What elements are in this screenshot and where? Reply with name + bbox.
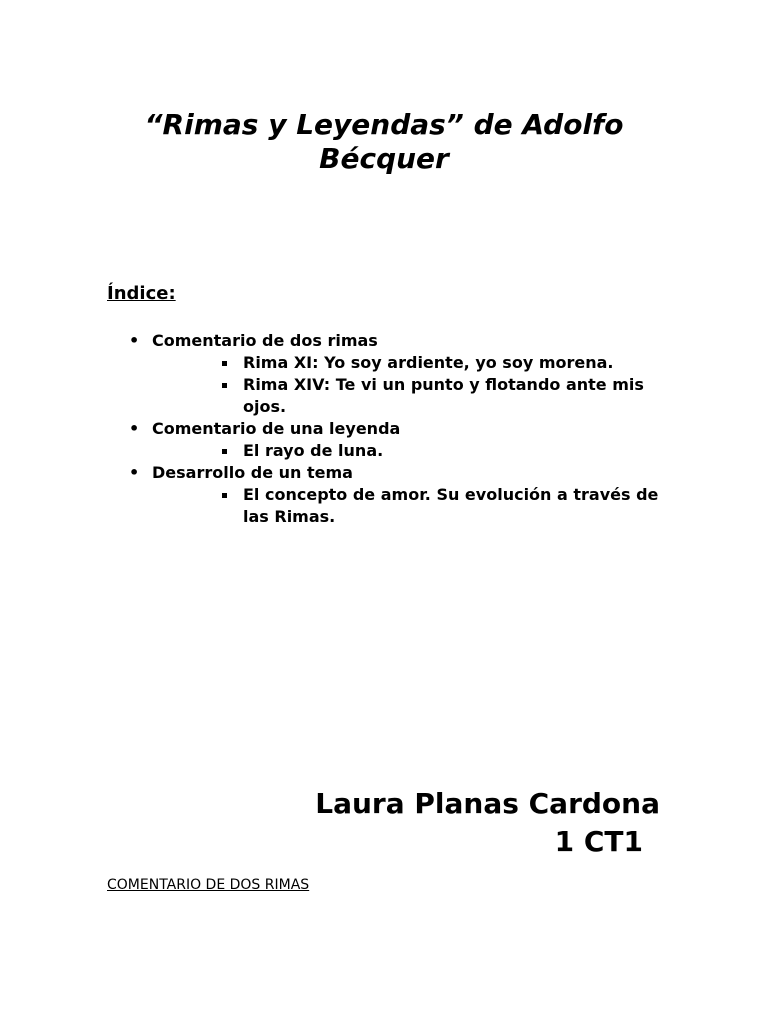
toc-subitem-rima-xiv: [0, 374, 663, 418]
toc-subitem-label: Rima XI: Yo soy ardiente, yo soy morena.: [243, 353, 614, 372]
square-bullet-icon: [222, 493, 227, 498]
author-name: Laura Planas Cardona: [315, 787, 660, 820]
toc-item-rimas: [0, 330, 768, 352]
toc-item-leyenda: [0, 418, 768, 440]
toc-subitem-label: Rima XIV: Te vi un punto y flotando ante mis ojos.: [243, 375, 644, 416]
bullet-icon: •: [129, 463, 140, 482]
document-title-line-1: “Rimas y Leyendas” de Adolfo: [144, 108, 624, 141]
document-title-line-2: Bécquer: [319, 142, 449, 175]
toc-subitem-rima-xi: [0, 352, 663, 374]
toc-item-tema: [0, 462, 768, 484]
index-heading: Índice:: [107, 283, 176, 304]
table-of-contents: [0, 330, 768, 528]
square-bullet-icon: [222, 361, 227, 366]
square-bullet-icon: [222, 449, 227, 454]
toc-item-label: Desarrollo de un tema: [152, 463, 353, 482]
square-bullet-icon: [222, 383, 227, 388]
section-heading: COMENTARIO DE DOS RIMAS: [107, 877, 310, 893]
toc-subitem-concepto-de-amor: [0, 484, 663, 528]
toc-item-label: Comentario de una leyenda: [152, 419, 401, 438]
toc-subitem-label: El concepto de amor. Su evolución a través de las Rimas.: [243, 485, 659, 526]
bullet-icon: •: [129, 419, 140, 438]
bullet-icon: •: [129, 331, 140, 350]
author-course: 1 CT1: [554, 825, 643, 858]
toc-item-label: Comentario de dos rimas: [152, 331, 378, 350]
toc-subitem-rayo-de-luna: [0, 440, 663, 462]
document-title: [0, 108, 768, 176]
toc-subitem-label: El rayo de luna.: [243, 441, 384, 460]
